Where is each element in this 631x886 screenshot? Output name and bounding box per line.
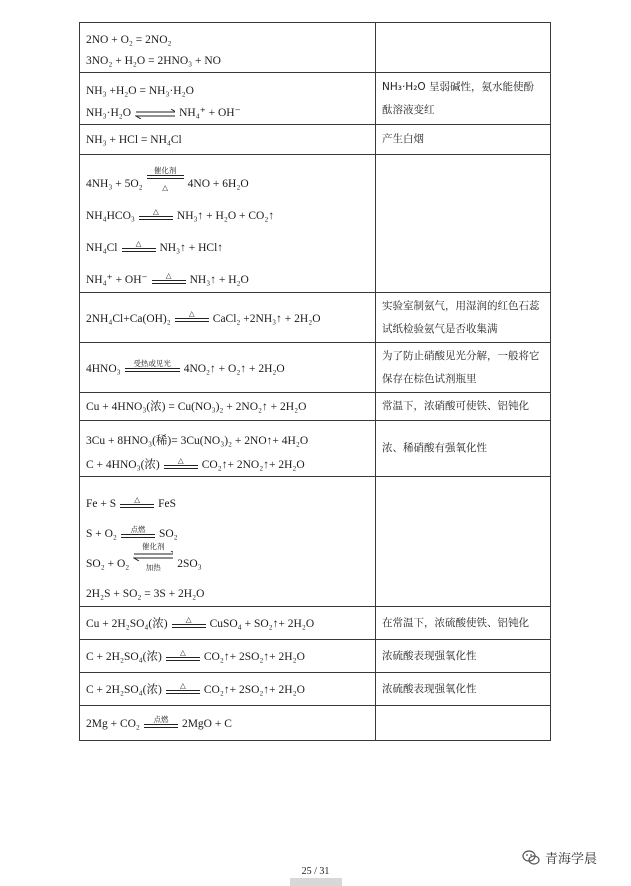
reaction-condition xyxy=(120,495,154,512)
equation-text: NH₃ + HCl = NH₄Cl xyxy=(86,134,182,147)
reaction-condition-bottom: 加热 xyxy=(145,562,161,572)
note-cell xyxy=(376,73,551,125)
equation-text: 2Mg + CO₂ xyxy=(86,718,140,731)
table-row xyxy=(80,343,551,393)
note-text: NH₃·H₂O 呈弱碱性，氨水能使酚酞溶液变红 xyxy=(382,80,535,116)
reaction-condition-top: △ xyxy=(188,309,195,318)
note-cell xyxy=(376,125,551,155)
equation-cell xyxy=(80,706,376,741)
reaction-condition-top: △ xyxy=(177,455,184,465)
reaction-condition xyxy=(139,207,173,224)
equation-text: NH₃↑ + HCl↑ xyxy=(159,242,224,255)
note-cell xyxy=(376,23,551,73)
reaction-equals-sign xyxy=(125,368,180,372)
equation-line xyxy=(86,77,369,99)
equation-cell xyxy=(80,393,376,421)
equation-line xyxy=(86,359,369,376)
table-row xyxy=(80,393,551,421)
reaction-condition xyxy=(166,648,200,665)
equation-text: NH₄HCO₃ xyxy=(86,210,135,223)
equation-line xyxy=(86,48,369,69)
equation-text: 2NH₄Cl+Ca(OH)₂ xyxy=(86,312,171,325)
reaction-condition-top: 催化剂 xyxy=(153,165,177,175)
reaction-condition xyxy=(172,615,206,632)
reaction-condition-bottom: △ xyxy=(162,182,169,192)
note-text: 为了防止硝酸见光分解，一般将它保存在棕色试剂瓶里 xyxy=(382,349,540,385)
reaction-condition xyxy=(175,309,209,326)
equation-line xyxy=(86,572,369,602)
reaction-equals-sign xyxy=(120,504,154,508)
equation-text: SO₂ xyxy=(158,528,178,541)
equation-text: 4NO + 6H₂O xyxy=(187,178,249,191)
equation-cell xyxy=(80,125,376,155)
table-row xyxy=(80,421,551,477)
equation-text: CO₂↑+ 2SO₂↑+ 2H₂O xyxy=(203,651,305,664)
reaction-equals-sign xyxy=(164,465,198,469)
reaction-condition xyxy=(166,681,200,698)
reaction-condition-top: △ xyxy=(179,680,186,690)
note-text: 浓硫酸表现强氧化性 xyxy=(382,649,477,662)
note-text: 常温下，浓硝酸可使铁、铝钝化 xyxy=(382,400,529,412)
reaction-condition-top: 点燃 xyxy=(130,524,146,534)
reaction-condition xyxy=(152,271,186,288)
equation-cell xyxy=(80,23,376,73)
table-row xyxy=(80,477,551,607)
note-text: 实验室制氨气，用湿润的红色石蕊试纸检验氨气是否收集满 xyxy=(382,299,540,335)
equation-text: 3NO₂ + H₂O = 2HNO₃ + NO xyxy=(86,55,221,68)
equation-text: 2SO₃ xyxy=(177,558,202,571)
equation-line xyxy=(86,425,369,449)
reaction-condition-top: △ xyxy=(179,647,186,657)
table-row xyxy=(80,155,551,293)
equation-text: FeS xyxy=(158,498,177,511)
reaction-condition xyxy=(125,359,180,376)
reaction-condition-top: △ xyxy=(185,614,192,624)
reaction-condition xyxy=(147,166,184,192)
equation-cell xyxy=(80,155,376,293)
page-number: 25 / 31 xyxy=(301,866,330,877)
equation-line xyxy=(86,27,369,48)
equation-text: CuSO₄ + SO₂↑+ 2H₂O xyxy=(209,618,315,631)
equation-line xyxy=(86,99,369,121)
equilibrium-arrow xyxy=(135,109,175,119)
equation-cell xyxy=(80,343,376,393)
reaction-equals-sign xyxy=(144,724,178,728)
equation-text: Cu + 2H₂SO₄(浓) xyxy=(86,618,168,631)
note-cell xyxy=(376,343,551,393)
equation-text: NH₃ +H₂O = NH₃·H₂O xyxy=(86,85,194,98)
table-row xyxy=(80,673,551,706)
equation-text: NH₄⁺ + OH⁻ xyxy=(86,274,148,287)
equation-line xyxy=(86,309,369,326)
note-cell xyxy=(376,640,551,673)
watermark-text: 青海学晨 xyxy=(545,852,598,867)
reaction-condition xyxy=(164,456,198,473)
note-cell xyxy=(376,393,551,421)
equation-text: 4NH₃ + 5O₂ xyxy=(86,178,143,191)
equation-text: 2MgO + C xyxy=(181,718,232,731)
equation-text: NH₃·H₂O xyxy=(86,107,132,120)
equation-text: CO₂↑+ 2NO₂↑+ 2H₂O xyxy=(201,459,305,472)
reaction-equals-sign xyxy=(139,216,173,220)
equation-cell xyxy=(80,73,376,125)
reaction-condition-top: △ xyxy=(153,206,159,216)
equation-line xyxy=(86,192,369,224)
note-text: 产生白烟 xyxy=(382,133,424,145)
reaction-condition-top: △ xyxy=(134,494,141,504)
reaction-equals-sign xyxy=(147,175,184,179)
table-row xyxy=(80,125,551,155)
equation-text: CO₂↑+ 2SO₂↑+ 2H₂O xyxy=(203,684,305,697)
reaction-condition-top: 受热或见光 xyxy=(133,359,171,368)
equation-text: S + O₂ xyxy=(86,528,117,541)
reaction-equals-sign xyxy=(172,624,206,628)
table-row xyxy=(80,706,551,741)
equation-text: 4NO₂↑ + O₂↑ + 2H₂O xyxy=(183,362,285,375)
note-text: 浓、稀硝酸有强氧化性 xyxy=(382,442,487,454)
equation-line xyxy=(86,224,369,256)
equation-line xyxy=(86,681,369,698)
reaction-equals-sign xyxy=(121,534,155,538)
equation-text: 2H₂S + SO₂ = 3S + 2H₂O xyxy=(86,588,205,601)
note-cell xyxy=(376,155,551,293)
reaction-condition-top: 催化剂 xyxy=(142,541,165,551)
reaction-condition xyxy=(122,239,156,256)
equation-text: Fe + S xyxy=(86,498,117,511)
watermark xyxy=(522,848,597,867)
equation-text: 4HNO₃ xyxy=(86,362,121,375)
page-nav-strip xyxy=(290,878,342,886)
equation-text: NH₄Cl xyxy=(86,242,118,255)
equation-line xyxy=(86,256,369,288)
reaction-condition xyxy=(144,715,178,732)
equation-line xyxy=(86,449,369,473)
reaction-condition xyxy=(133,542,173,572)
equation-line xyxy=(86,512,369,542)
table-row xyxy=(80,73,551,125)
equation-line xyxy=(86,542,369,572)
reaction-equals-sign xyxy=(166,690,200,694)
equation-text: NH₄⁺ + OH⁻ xyxy=(179,107,241,120)
equation-line xyxy=(86,132,369,148)
note-text: 浓硫酸表现强氧化性 xyxy=(382,682,477,695)
wechat-icon xyxy=(522,850,540,866)
equation-cell xyxy=(80,607,376,640)
equation-cell xyxy=(80,673,376,706)
equation-line xyxy=(86,160,369,192)
equation-line xyxy=(86,715,369,732)
note-cell xyxy=(376,607,551,640)
reaction-condition xyxy=(135,109,175,121)
table-row xyxy=(80,23,551,73)
reaction-equals-sign xyxy=(166,657,200,661)
note-cell xyxy=(376,673,551,706)
table-row xyxy=(80,640,551,673)
equation-cell xyxy=(80,477,376,607)
note-cell xyxy=(376,706,551,741)
equation-table xyxy=(79,22,551,741)
reaction-equals-sign xyxy=(152,280,186,284)
equation-cell xyxy=(80,293,376,343)
equation-text: 3Cu + 8HNO₃(稀)= 3Cu(NO₃)₂ + 2NO↑+ 4H₂O xyxy=(86,435,309,448)
reaction-equals-sign xyxy=(175,318,209,322)
equation-text: CaCl₂ +2NH₃↑ + 2H₂O xyxy=(212,312,321,325)
equation-text: 2NO + O₂ = 2NO₂ xyxy=(86,34,172,47)
table-row xyxy=(80,293,551,343)
note-text: 在常温下，浓硫酸使铁、铝钝化 xyxy=(382,616,529,629)
equation-line xyxy=(86,399,369,415)
equation-text: Cu + 4HNO₃(浓) = Cu(NO₃)₂ + 2NO₂↑ + 2H₂O xyxy=(86,401,307,414)
reaction-condition-top: 点燃 xyxy=(153,714,169,724)
reaction-equals-sign xyxy=(122,248,156,252)
table-row xyxy=(80,607,551,640)
equation-text: C + 2H₂SO₄(浓) xyxy=(86,684,162,697)
equation-line xyxy=(86,615,369,632)
equation-cell xyxy=(80,421,376,477)
equation-line xyxy=(86,648,369,665)
equation-text: NH₃↑ + H₂O + CO₂↑ xyxy=(176,210,275,223)
equation-text: NH₃↑ + H₂O xyxy=(189,274,249,287)
note-cell xyxy=(376,477,551,607)
equation-line xyxy=(86,482,369,512)
equation-text: SO₂ + O₂ xyxy=(86,558,130,571)
equation-text: C + 4HNO₃(浓) xyxy=(86,459,160,472)
equilibrium-arrow xyxy=(133,551,173,561)
equation-cell xyxy=(80,640,376,673)
equation-text: C + 2H₂SO₄(浓) xyxy=(86,651,162,664)
reaction-condition-top: △ xyxy=(135,238,142,248)
note-cell xyxy=(376,293,551,343)
reaction-condition-top: △ xyxy=(165,270,172,280)
reaction-condition xyxy=(121,525,155,542)
note-cell xyxy=(376,421,551,477)
